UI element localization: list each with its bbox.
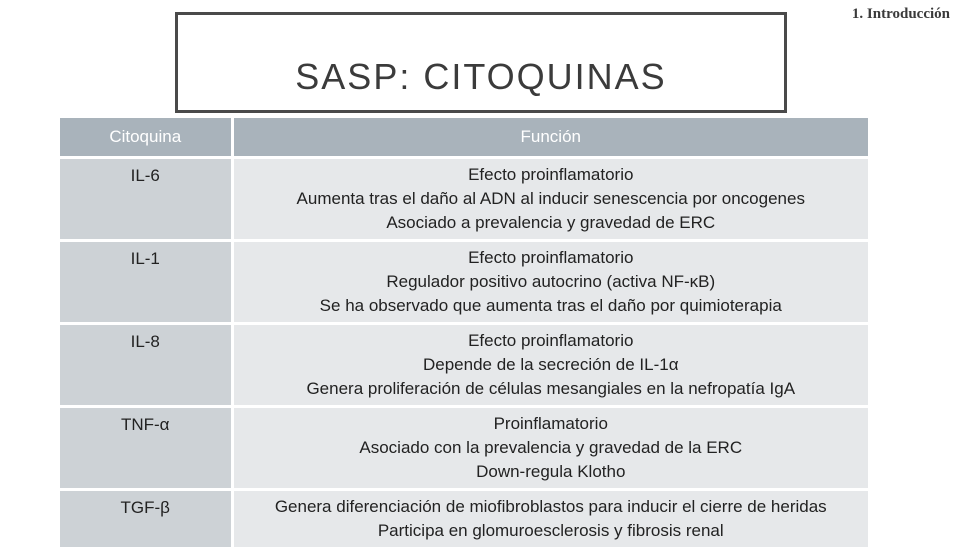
cytokine-function	[232, 158, 868, 241]
cytokine-function	[232, 407, 868, 490]
slide-title: SASP: CITOQUINAS	[295, 56, 667, 97]
table-row	[60, 407, 868, 490]
cytokine-name: IL-1	[60, 241, 232, 324]
function-line: Efecto proinflamatorio	[468, 248, 634, 267]
function-line: Regulador positivo autocrino (activa NF-κB)	[386, 272, 716, 291]
function-line: Depende de la secreción de IL-1α	[422, 355, 679, 374]
header-cytokine: Citoquina	[60, 118, 232, 158]
function-line: Asociado a prevalencia y gravedad de ERC	[386, 213, 716, 232]
table-row	[60, 241, 868, 324]
cytokine-function	[232, 241, 868, 324]
function-line: Se ha observado que aumenta tras el daño por quimioterapia	[319, 296, 782, 315]
function-line: Asociado con la prevalencia y gravedad de la ERC	[359, 438, 743, 457]
function-line: Down-regula Klotho	[476, 462, 626, 481]
table-header-row	[60, 118, 868, 158]
table-row	[60, 158, 868, 241]
function-line: Efecto proinflamatorio	[468, 165, 634, 184]
function-line: Proinflamatorio	[493, 414, 608, 433]
cytokine-name: TGF-β	[60, 490, 232, 549]
function-line: Genera diferenciación de miofibroblastos para inducir el cierre de heridas	[274, 497, 827, 516]
function-line: Genera proliferación de células mesangiales en la nefropatía IgA	[306, 379, 796, 398]
cytokine-name: IL-6	[60, 158, 232, 241]
cytokine-function	[232, 324, 868, 407]
cytokine-name: TNF-α	[60, 407, 232, 490]
cytokine-table-container	[60, 118, 868, 558]
function-line: Efecto proinflamatorio	[468, 331, 634, 350]
cytokine-table	[60, 118, 868, 550]
title-box	[175, 12, 787, 113]
table-row	[60, 324, 868, 407]
function-line: Participa en glomuroesclerosis y fibrosis renal	[377, 521, 724, 540]
section-label: 1. Introducción	[851, 6, 950, 22]
header-function: Función	[232, 118, 868, 158]
function-line: Aumenta tras el daño al ADN al inducir senescencia por oncogenes	[296, 189, 805, 208]
cytokine-name: IL-8	[60, 324, 232, 407]
